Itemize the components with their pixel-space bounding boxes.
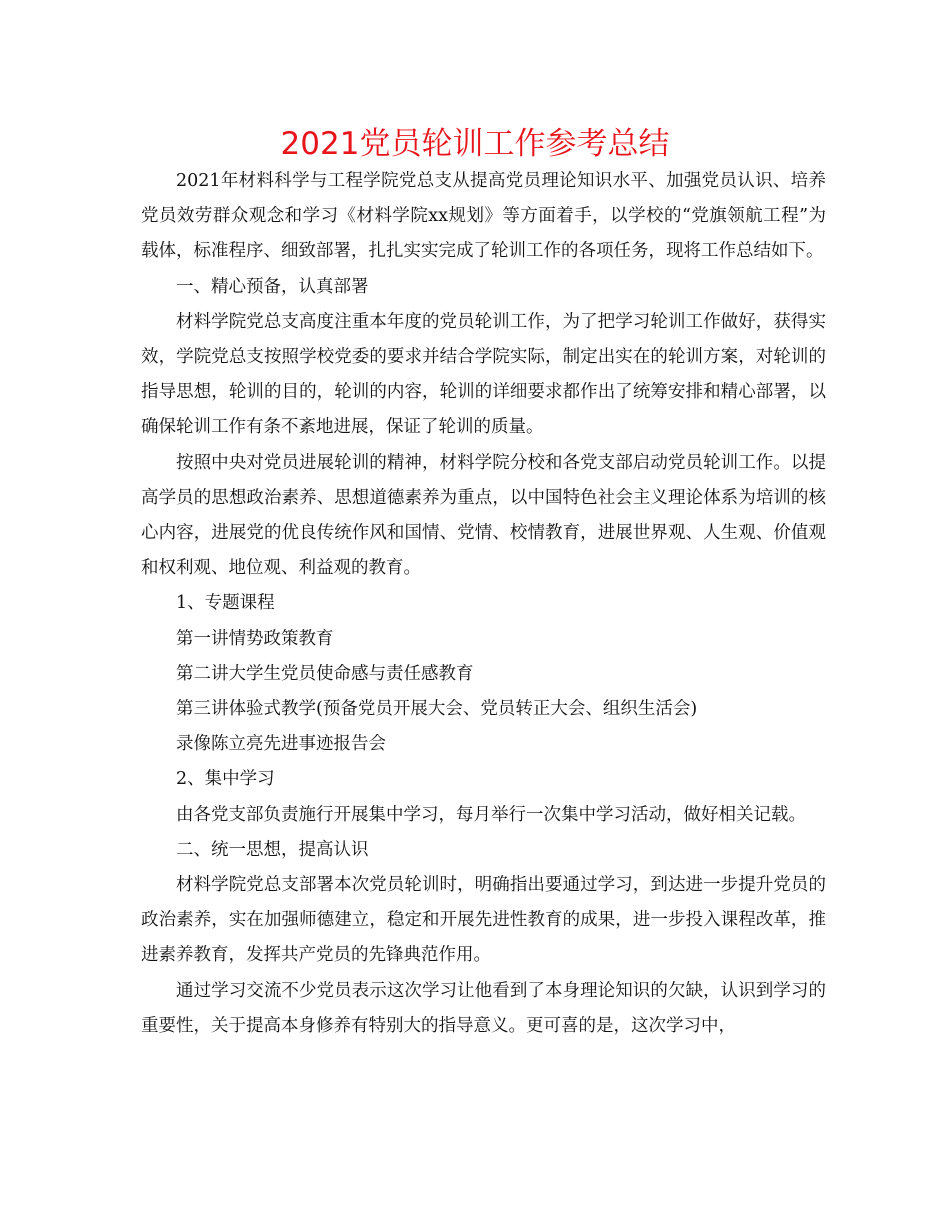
list-item: 第一讲情势政策教育 <box>176 628 334 649</box>
paragraph-intro: 2021年材料科学与工程学院党总支从提高党员理论知识水平、加强党员认识、培养党员效劳群众观念和学习《材料学院xx规划》等方面着手，以学校的“党旗领航工程”为载体，标准程序、细致部署，扎扎实实完成了轮训工作的各项任务，现将工作总结如下。 <box>141 171 826 262</box>
list-item: 录像陈立亮先进事迹报告会 <box>176 734 386 755</box>
list-item: 第二讲大学生党员使命感与责任感教育 <box>176 663 474 684</box>
paragraph: 由各党支部负责施行开展集中学习，每月举行一次集中学习活动，做好相关记载。 <box>176 804 806 825</box>
document-title: 2021党员轮训工作参考总结 <box>280 126 670 162</box>
section-heading-2: 二、统一思想，提高认识 <box>176 839 369 860</box>
section-heading-1: 一、精心预备，认真部署 <box>176 276 369 297</box>
subheading-2: 2、集中学习 <box>176 769 275 790</box>
document-body <box>141 164 826 1044</box>
paragraph: 按照中央对党员进展轮训的精神，材料学院分校和各党支部启动党员轮训工作。以提高学员的思想政治素养、思想道德素养为重点，以中国特色社会主义理论体系为培训的核心内容，进展党的优良传统作风和国情、党情、校情教育，进展世界观、人生观、价值观和权利观、地位观、利益观的教育。 <box>141 452 826 579</box>
list-item: 第三讲体验式教学(预备党员开展大会、党员转正大会、组织生活会) <box>176 699 698 720</box>
paragraph: 通过学习交流不少党员表示这次学习让他看到了本身理论知识的欠缺，认识到学习的重要性，关于提高本身修养有特别大的指导意义。更可喜的是，这次学习中， <box>141 980 826 1036</box>
paragraph: 材料学院党总支高度注重本年度的党员轮训工作，为了把学习轮训工作做好，获得实效，学院党总支按照学校党委的要求并结合学院实际，制定出实在的轮训方案，对轮训的指导思想，轮训的目的，轮训的内容，轮训的详细要求都作出了统筹安排和精心部署，以确保轮训工作有条不紊地进展，保证了轮训的质量。 <box>141 311 826 438</box>
subheading-1: 1、专题课程 <box>176 593 275 614</box>
paragraph: 材料学院党总支部署本次党员轮训时，明确指出要通过学习，到达进一步提升党员的政治素养，实在加强师德建立，稳定和开展先进性教育的成果，进一步投入课程改革，推进素养教育，发挥共产党员的先锋典范作用。 <box>141 875 826 966</box>
